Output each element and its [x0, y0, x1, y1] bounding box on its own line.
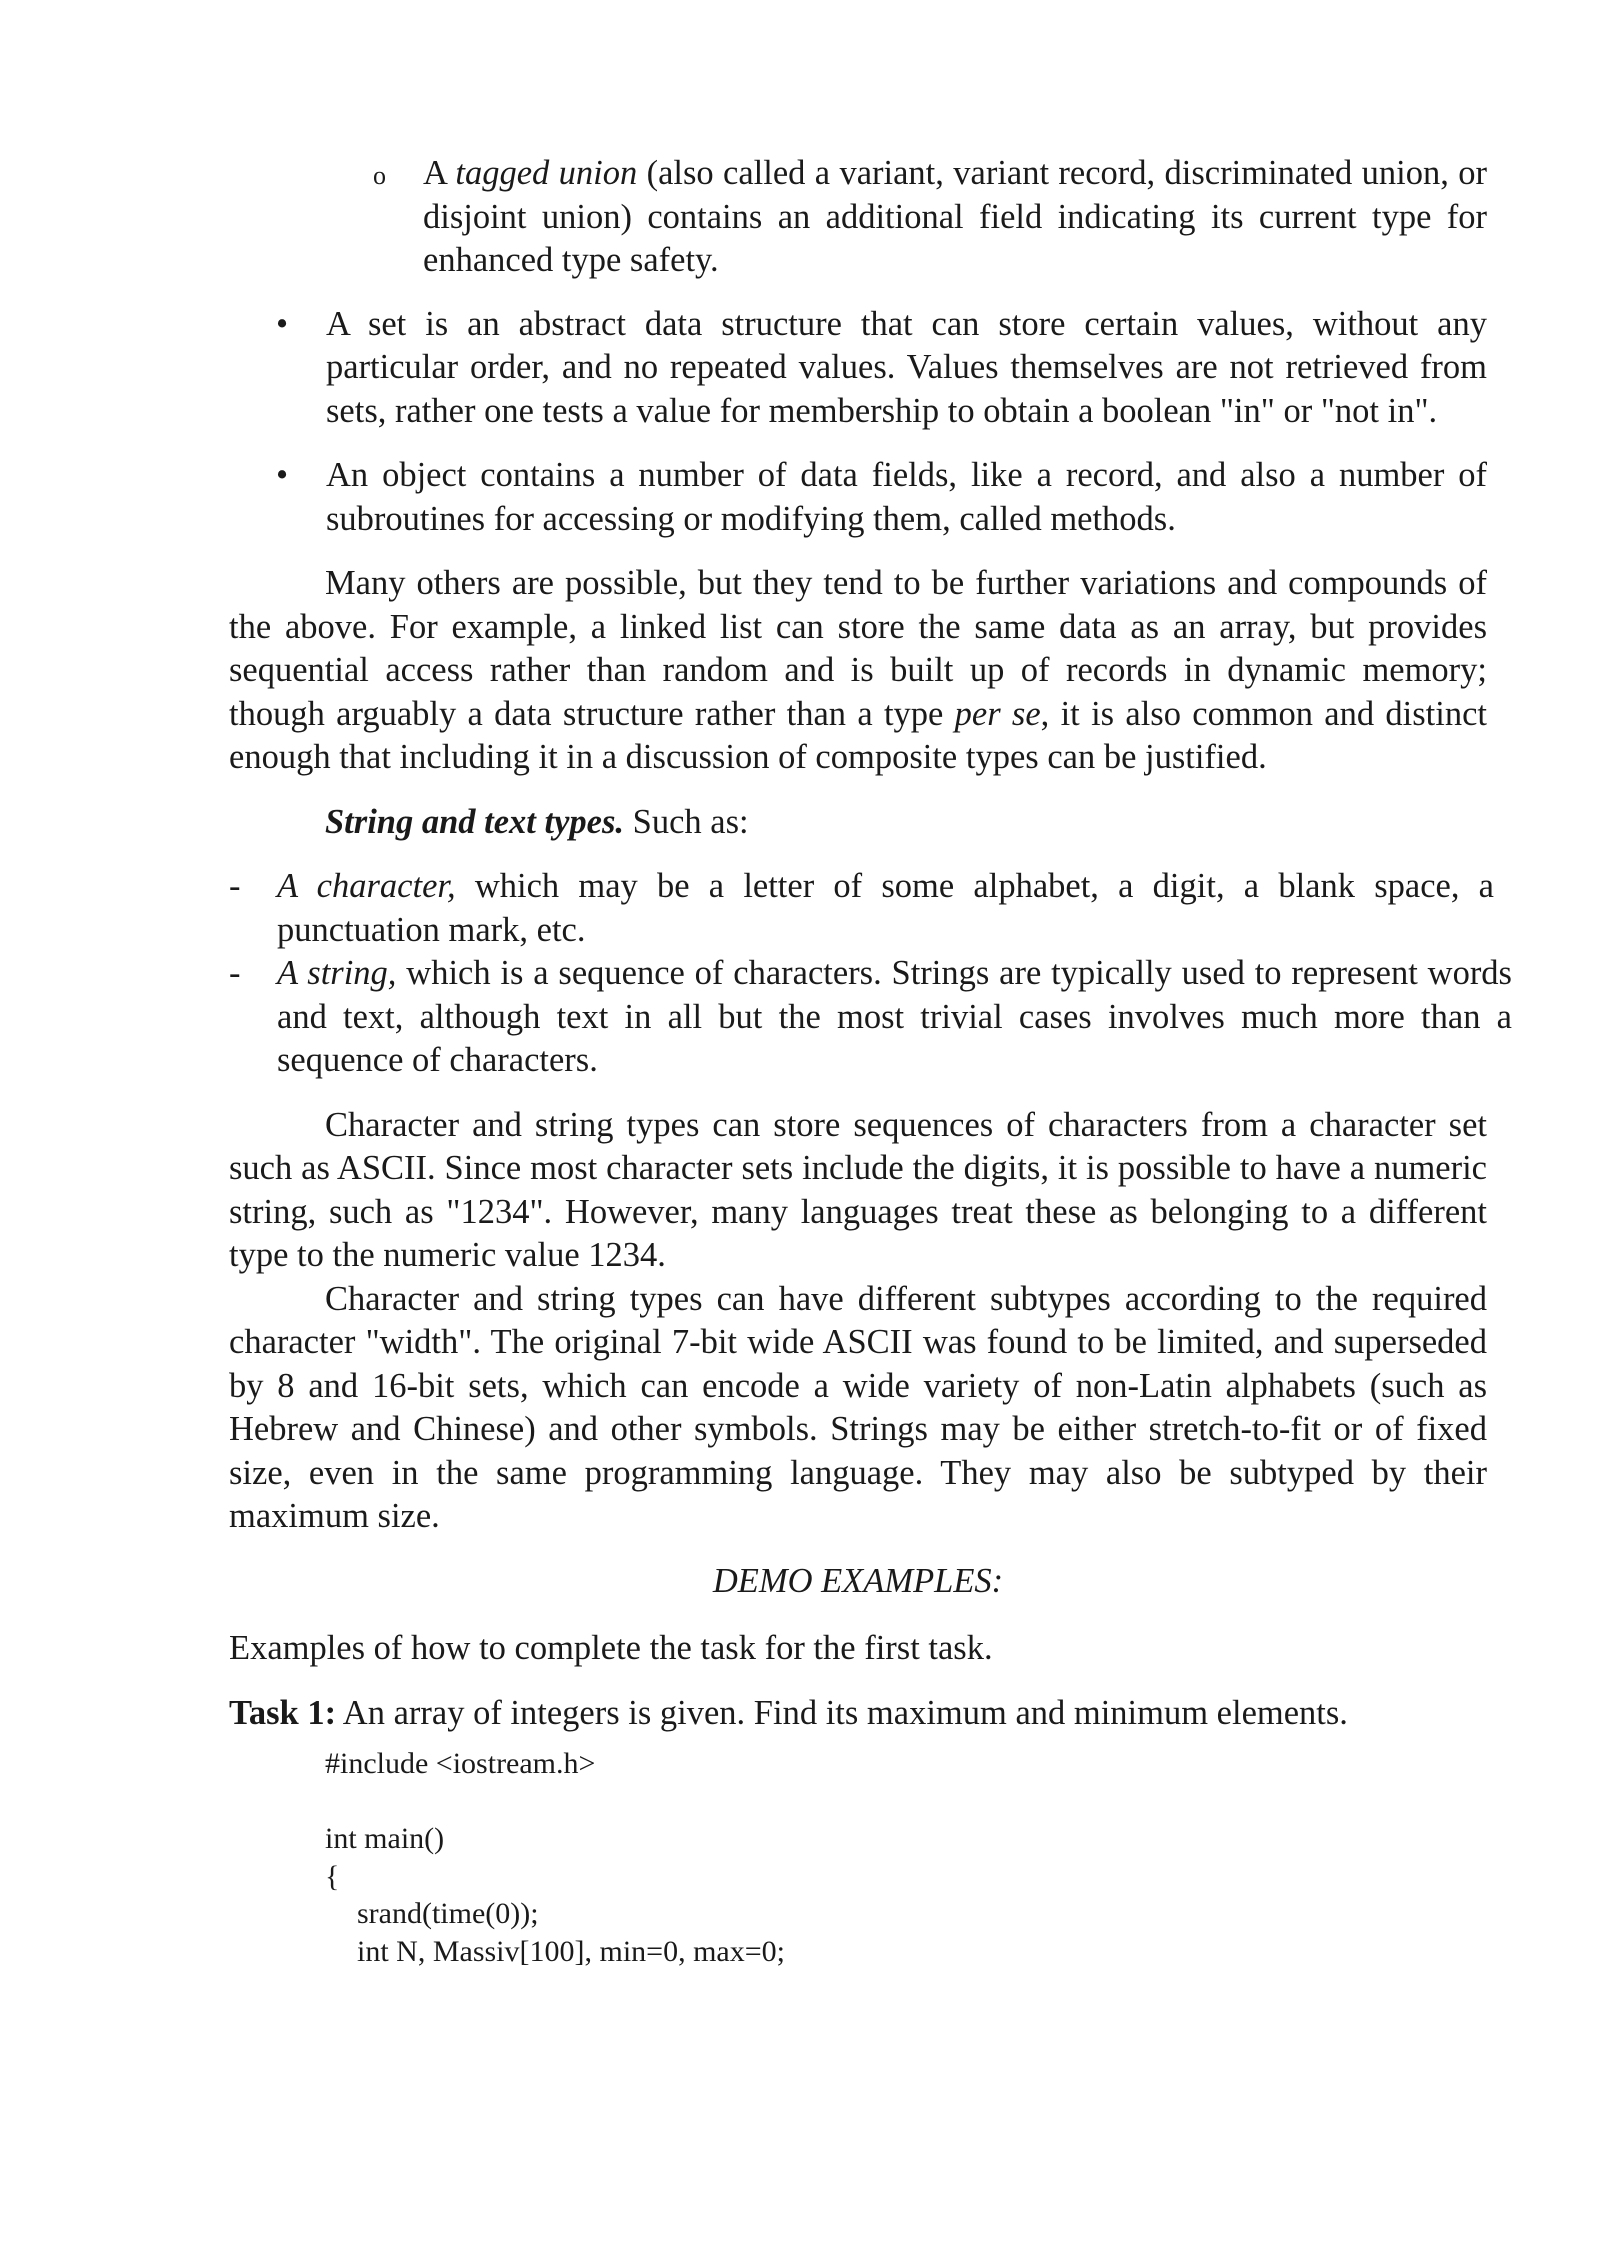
tagged-union-description: (also called a variant, variant record, discriminated union, or disjoint union) contains an additional field indicating its current type for enhanced type safety.	[423, 154, 1487, 279]
dash-marker: -	[229, 867, 241, 905]
dash-item-character: - A character, which may be a letter of some alphabet, a digit, a blank space, a punctuation mark, etc.	[229, 867, 1494, 949]
demo-examples-heading: DEMO EXAMPLES:	[712, 1561, 1004, 1600]
code-line-brace: {	[325, 1859, 340, 1893]
bullet-text-set: A set is an abstract data structure that can store certain values, without any particular order, and no repeated values. Values themselves are not retrieved from sets, rather one tests a value for membership to obtain a boolean "in" or "not in".	[326, 304, 1487, 430]
tagged-union-item	[373, 152, 1487, 283]
tagged-union-lead: A	[423, 154, 456, 192]
string-term: A string,	[277, 954, 397, 992]
circle-bullet-icon: o	[373, 161, 386, 190]
task-statement	[229, 1692, 1487, 1736]
task-label: Task 1:	[229, 1693, 337, 1732]
string-types-title: String and text types.	[325, 802, 625, 841]
code-block	[325, 1745, 1487, 1970]
per-se-italic: per se	[954, 694, 1041, 733]
paragraph-character-sets: Character and string types can store sequences of characters from a character set such as ASCII. Since most character sets include the digits, it is possible to have a numeric string, such as "1234". However, many languages treat these as belonging to a different type to the numeric value 1234.	[229, 1105, 1487, 1274]
code-blank-line	[325, 1783, 1487, 1821]
dash-item-string: - A string, which is a sequence of characters. Strings are typically used to represent words and text, although text in all but the most trivial cases involves much more than a sequence of characters.	[229, 954, 1512, 1079]
bullet-icon: •	[276, 304, 289, 343]
code-line-include: #include <iostream.h>	[325, 1747, 596, 1780]
paragraph-character-width: Character and string types can have different subtypes according to the required character "width". The original 7-bit wide ASCII was found to be limited, and superseded by 8 and 16-bit sets, which can encode a wide variety of non-Latin alphabets (such as Hebrew and Chinese) and other symbols. Strings may be either stretch-to-fit or of fixed size, even in the same programming language. They may also be subtyped by their maximum size.	[229, 1279, 1487, 1535]
tagged-union-term: tagged union	[455, 154, 638, 192]
bullet-item-object	[276, 454, 1487, 541]
bullet-icon: •	[276, 456, 289, 494]
dash-marker: -	[229, 954, 241, 992]
code-line-srand: srand(time(0));	[357, 1897, 539, 1930]
document-page	[229, 152, 1512, 1970]
bullet-text-object: An object contains a number of data fields, like a record, and also a number of subroutines for accessing or modifying them, called methods.	[326, 456, 1487, 538]
bullet-item-set	[276, 303, 1487, 434]
code-line-declaration: int N, Massiv[100], min=0, max=0;	[357, 1934, 785, 1968]
string-types-heading: String and text types. Such as:	[325, 802, 749, 841]
tagged-union-text	[423, 152, 1487, 283]
code-line-main: int main()	[325, 1822, 445, 1855]
character-term: A character,	[277, 867, 456, 905]
demo-intro: Examples of how to complete the task for the first task.	[229, 1629, 993, 1667]
paragraph-composite-types: Many others are possible, but they tend to be further variations and compounds of the above. For example, a linked list can store the same data as an array, but provides sequential access rather than random and is built up of records in dynamic memory; though arguably a data structure rather than a type per se, it is also common and distinct enough that including it in a discussion of composite types can be justified.	[229, 564, 1487, 776]
task-text: An array of integers is given. Find its maximum and minimum elements.	[336, 1693, 1348, 1732]
